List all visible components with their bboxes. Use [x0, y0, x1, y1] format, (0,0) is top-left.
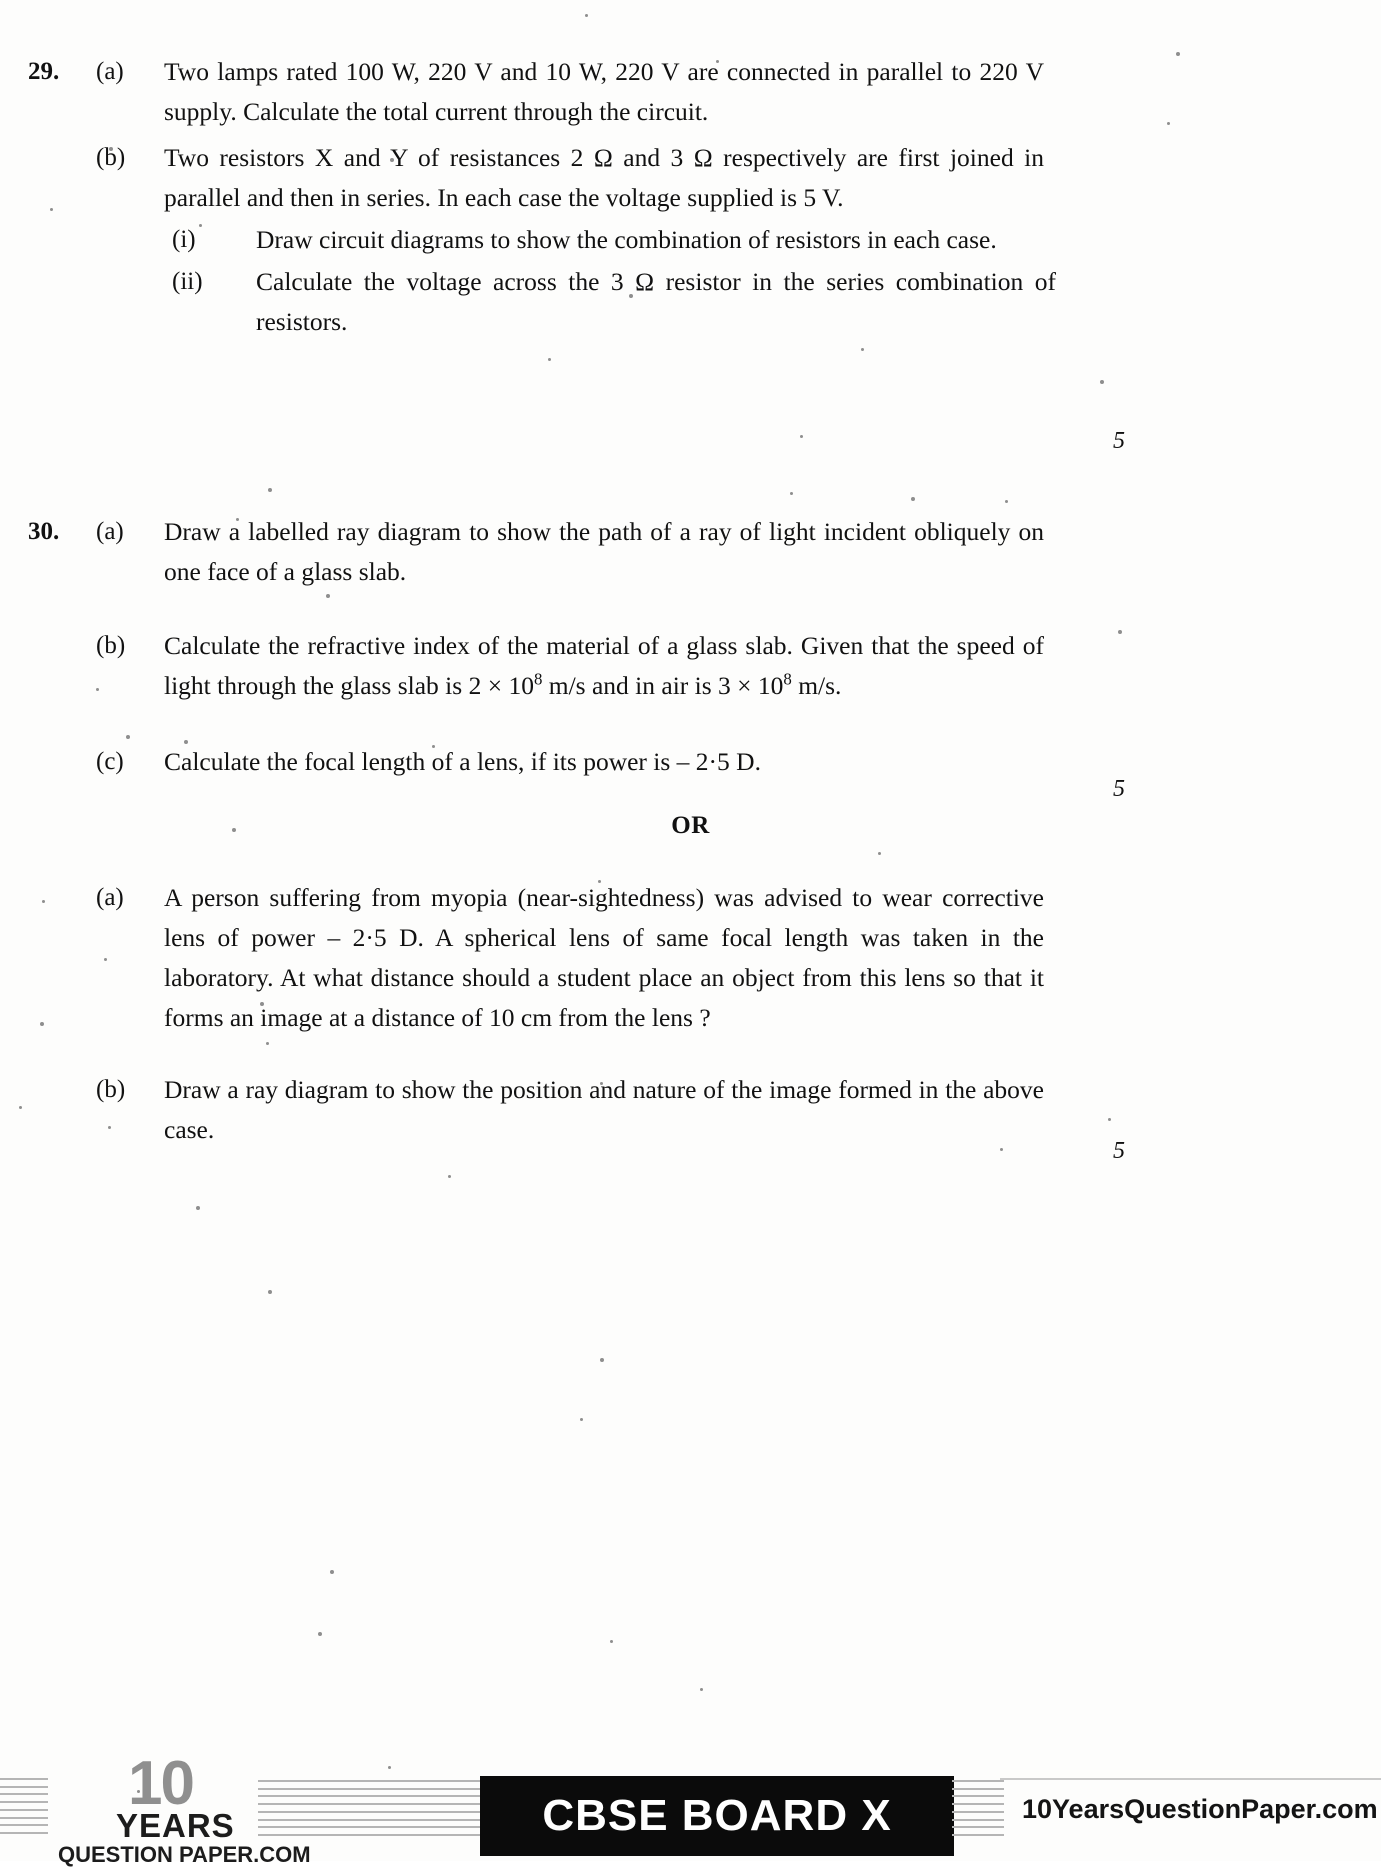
- part-text: Draw a ray diagram to show the position and nature of the image formed in the above case.: [164, 1075, 1044, 1144]
- part-text: Draw a labelled ray diagram to show the path of a ray of light incident obliquely on one face of a glass slab.: [164, 517, 1044, 586]
- question-30: [0, 512, 1381, 782]
- part-label: (b): [96, 1076, 126, 1103]
- question-29-marks: 5: [1113, 428, 1125, 454]
- scan-speck: [548, 358, 551, 361]
- question-29-part-b-sub-ii: [0, 262, 1381, 342]
- part-text: Two resistors X and Y of resistances 2 Ω and 3 Ω respectively are first joined in parallel and then in series. In each case the voltage supplied is 5 V.: [164, 143, 1044, 212]
- scan-speck: [1005, 500, 1008, 503]
- scan-speck: [700, 1688, 703, 1691]
- scan-speck: [318, 1632, 322, 1636]
- stripe-group-middle: [258, 1780, 486, 1836]
- question-30-part-b: [0, 626, 1381, 706]
- stripe-group-right: [952, 1780, 1004, 1836]
- question-29-part-b: [0, 138, 1381, 218]
- scan-speck: [1100, 380, 1104, 384]
- or-divider: OR: [671, 812, 710, 839]
- question-number: 30.: [28, 518, 60, 545]
- subpart-text: Draw circuit diagrams to show the combination of resistors in each case.: [256, 225, 997, 254]
- part-text-rich: [164, 626, 1044, 706]
- part-text: Two lamps rated 100 W, 220 V and 10 W, 220 V are connected in parallel to 220 V supply. Calculate the total current through the circuit.: [164, 57, 1044, 126]
- alternate-marks: 5: [1113, 1138, 1125, 1164]
- question-29-part-a: [0, 52, 1381, 132]
- subpart-label: (ii): [172, 268, 203, 295]
- scan-speck: [585, 14, 588, 17]
- alternate-part-b: [0, 1070, 1381, 1150]
- exponent: 8: [533, 669, 543, 689]
- question-29-part-b-sub-i: [0, 220, 1381, 260]
- footer-watermark: [0, 1742, 1381, 1867]
- part-text-pre: Calculate the refractive index of the material of a glass slab. Given that the speed of light through the glass slab is 2 × 10: [164, 631, 1044, 700]
- scan-speck: [580, 1418, 583, 1421]
- scan-speck: [600, 1358, 604, 1362]
- question-30-part-c: [0, 742, 1381, 782]
- scan-speck: [861, 348, 864, 351]
- subpart-label: (i): [172, 226, 196, 253]
- scan-speck: [268, 488, 272, 492]
- ten-years-logo: [30, 1749, 311, 1867]
- logo-years-label: YEARS: [116, 1807, 235, 1844]
- logo-domain-label: QUESTION PAPER.COM: [58, 1842, 311, 1867]
- cbse-board-badge: [480, 1776, 954, 1856]
- part-text-post: m/s.: [791, 671, 842, 700]
- logo-number: 10: [128, 1749, 193, 1818]
- question-number: 29.: [28, 58, 60, 85]
- part-text: A person suffering from myopia (near-sightedness) was advised to wear corrective lens of power – 2·5 D. A spherical lens of same focal length was taken in the laboratory. At what distance should a student place an object from this lens so that it forms an image at a distance of 10 cm from the lens ?: [164, 883, 1044, 1032]
- scan-speck: [448, 1175, 451, 1178]
- scan-speck: [330, 1570, 334, 1574]
- scan-speck: [911, 497, 915, 501]
- scan-speck: [800, 435, 803, 438]
- cbse-board-badge-label: CBSE BOARD X: [542, 1791, 892, 1840]
- scan-speck: [196, 1206, 200, 1210]
- alternate-question: [0, 878, 1381, 1150]
- scan-speck: [610, 1640, 613, 1643]
- question-30-marks: 5: [1113, 776, 1125, 802]
- footer-rule: [1000, 1778, 1381, 1780]
- part-label: (b): [96, 632, 126, 659]
- subpart-text: Calculate the voltage across the 3 Ω resistor in the series combination of resistors.: [256, 267, 1056, 336]
- part-text: Calculate the focal length of a lens, if its power is – 2·5 D.: [164, 747, 761, 776]
- part-text-mid: m/s and in air is 3 × 10: [542, 671, 784, 700]
- part-label: (b): [96, 144, 126, 171]
- site-url-label: 10YearsQuestionPaper.com: [1022, 1794, 1378, 1824]
- part-label: (a): [96, 884, 124, 911]
- part-label: (a): [96, 58, 124, 85]
- exponent: 8: [783, 669, 792, 689]
- part-label: (c): [96, 748, 124, 775]
- question-30-part-a: [0, 512, 1381, 592]
- scan-speck: [268, 1290, 272, 1294]
- scan-speck: [878, 852, 881, 855]
- alternate-part-a: [0, 878, 1381, 1038]
- scan-speck: [790, 492, 793, 495]
- part-label: (a): [96, 518, 124, 545]
- question-29: [0, 52, 1381, 342]
